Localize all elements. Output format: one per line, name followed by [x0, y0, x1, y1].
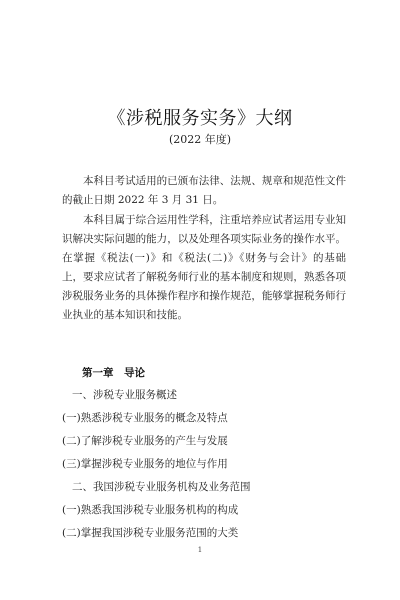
outline-item: 一、涉税专业服务概述	[72, 389, 177, 401]
outline-item: (一)熟悉涉税专业服务的概念及特点	[62, 412, 228, 424]
outline-item: (一)熟悉我国涉税专业服务机构的构成	[62, 504, 239, 516]
chapter-heading: 第一章 导论	[82, 367, 145, 379]
outline-item: (三)掌握涉税专业服务的地位与作用	[62, 458, 228, 470]
outline-item: (二)了解涉税专业服务的产生与发展	[62, 435, 228, 447]
outline-item: 二、我国涉税专业服务机构及业务范围	[72, 481, 251, 493]
document-title: 《涉税服务实务》大纲	[107, 108, 293, 129]
outline-item: (二)掌握我国涉税专业服务范围的大类	[62, 527, 239, 539]
page-number: 1	[197, 546, 203, 554]
paragraph-subject-description: 本科目属于综合运用性学科，注重培养应试者运用专业知识解决实际问题的能力，以及处理各项实际业务的操作水平。在掌握《税法(一)》和《税法(二)》《财务与会计》的基础上，要求应试者了解税务师行业的基本制度和规则，熟悉各项涉税服务业务的具体操作程序和操作规范，能够掌握税务师行业执业的基本知识和技能。	[62, 214, 346, 321]
document-subtitle: (2022 年度)	[168, 133, 232, 146]
paragraph-cutoff-date: 本科目考试适用的已颁布法律、法规、规章和规范性文件的截止日期 2022 年 3 月 31 日。	[62, 175, 346, 206]
